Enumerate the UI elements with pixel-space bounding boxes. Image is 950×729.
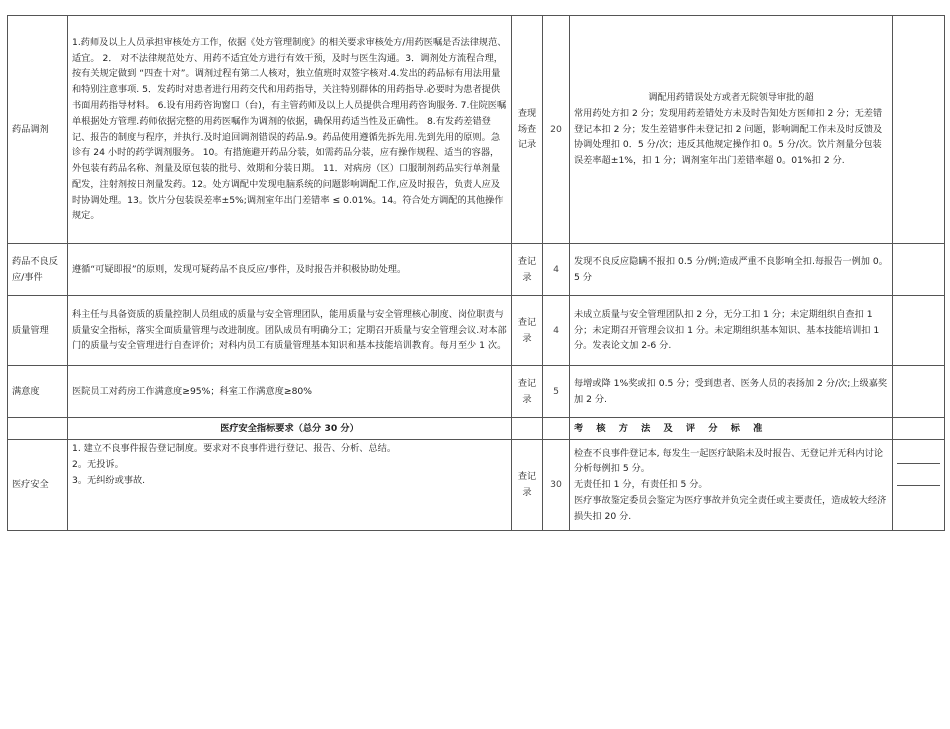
category-cell: 医疗安全 bbox=[8, 440, 68, 531]
criteria-text: 常用药处方扣 2 分；发现用药差错处方未及时告知处方医师扣 2 分；无差错登记本扣 2 分；发生差错事件未登记扣 2 问题，影响调配工作未及时反馈及协调处理扣 0．5 分/次；违反其他规定操作扣 0。5 分/次。饮片剂量分包装误差率超±1%，扣 1 分；调剂室年出门差错率超 0。01%扣 2 分. bbox=[574, 107, 883, 167]
list-item: 无责任扣 1 分，有责任扣 5 分。 bbox=[574, 479, 708, 491]
method-cell: 查记录 bbox=[512, 366, 543, 418]
requirement-cell: 科主任与具备资质的质量控制人员组成的质量与安全管理团队，能用质量与安全管理核心制度、岗位职责与质量安全指标，落实全面质量管理与改进制度。团队成员有明确分工；定期召开质量与安全管理会议.对本部门的质量与安全管理进行自查评价；对科内员工有质量管理基本知识和基本技能培训教育。每月至少 1 次。 bbox=[68, 296, 512, 366]
criteria-cell: 未成立质量与安全管理团队扣 2 分，无分工扣 1 分；未定期组织自查扣 1 分；未定期召开管理会议扣 1 分。未定期组织基本知识、基本技能培训扣 1 分。发表论文加 2-6 分. bbox=[570, 296, 893, 366]
score-cell: 4 bbox=[543, 244, 570, 296]
score-cell: 30 bbox=[543, 440, 570, 531]
category-cell: 药品调剂 bbox=[8, 16, 68, 244]
section-title: 医疗安全指标要求（总分 30 分） bbox=[68, 418, 512, 440]
requirement-cell: 1.药师及以上人员承担审核处方工作，依据《处方管理制度》的相关要求审核处方/用药医嘱是否法律规范、适宜。 2． 对不法律规范处方、用药不适宜处方进行有效干预，及时与医生沟通。3．调剂处方流程合理，按有关规定做到 “四查十对”。调剂过程有第二人核对，独立值班时双签字核对.4.发出的药品标有用法用量和特别注意事项. 5．发药时对患者进行用药交代和用药指导，关注特别群体的用药指导.必要时为患者提供书面用药指导材料。 6.设有用药咨询窗口（台)，有主管药师及以上人员提供合理用药咨询服务. 7.住院医嘱单根据处方管理.药师依据完整的用药医嘱作为调剂的依据，确保用药适当性及正确性。 8.有发药差错登记、报告的制度与程序，并执行.及时追回调剂错误的药品.9。药品使用遵循先拆先用.先到先用的原则。急诊有 24 小时的药学调剂服务。 10。有措施避开药品分装，如需药品分装，应有操作规程、适当的容器，外包装有药品名称、剂量及原包装的批号、效期和分装日期。 11．对病房（区）口服制剂药品实行单剂量配发，注射剂按日剂量发药。12。处方调配中发现电脑系统的问题影响调配工作,应及时报告，负责人应及时协调处理。13。饮片分包装误差率±5%;调剂室年出门差错率 ≤ 0.01%。14。符合处方调配的其他操作规定。 bbox=[68, 16, 512, 244]
notes-cell bbox=[893, 244, 945, 296]
requirement-cell: 医院员工对药房工作满意度≥95%；科室工作满意度≥80% bbox=[68, 366, 512, 418]
criteria-cell bbox=[570, 16, 893, 244]
requirement-cell: 遵循“可疑即报”的原则，发现可疑药品不良反应/事件，及时报告并积极协助处理。 bbox=[68, 244, 512, 296]
method-cell: 查记录 bbox=[512, 440, 543, 531]
category-cell: 药品不良反应/事件 bbox=[8, 244, 68, 296]
table-row bbox=[8, 16, 945, 244]
method-cell: 查记录 bbox=[512, 244, 543, 296]
table-row bbox=[8, 366, 945, 418]
table-row bbox=[8, 296, 945, 366]
score-cell: 20 bbox=[543, 16, 570, 244]
list-item: 1. 建立不良事件报告登记制度。要求对不良事件进行登记、报告、分析、总结。 bbox=[72, 443, 397, 454]
assessment-table bbox=[7, 15, 945, 531]
list-item: 检查不良事件登记本, 每发生一起医疗缺陷未及时报告、无登记并无科内讨论分析每例扣 5 分。 bbox=[574, 447, 884, 475]
requirement-cell bbox=[68, 440, 512, 531]
criteria-cell: 每增或降 1%奖或扣 0.5 分；受到患者、医务人员的表扬加 2 分/次;上级嘉奖加 2 分. bbox=[570, 366, 893, 418]
table-row bbox=[8, 440, 945, 531]
score-cell: 4 bbox=[543, 296, 570, 366]
method-cell: 查现场查记录 bbox=[512, 16, 543, 244]
notes-cell bbox=[893, 16, 945, 244]
list-item: 3。无纠纷或事故. bbox=[72, 474, 146, 486]
notes-cell bbox=[893, 440, 945, 531]
criteria-cell: 发现不良反应隐瞒不报扣 0.5 分/例;造成严重不良影响全扣.每报告一例加 0。5 分 bbox=[570, 244, 893, 296]
criteria-cell bbox=[570, 440, 893, 531]
score-cell: 5 bbox=[543, 366, 570, 418]
section-header-row bbox=[8, 418, 945, 440]
list-item: 医疗事故鉴定委员会鉴定为医疗事故并负完全责任或主要责任，造成较大经济损失扣 20 分. bbox=[574, 494, 887, 522]
notes-cell bbox=[893, 296, 945, 366]
criteria-head: 调配用药错误处方或者无院领导审批的超 bbox=[648, 92, 814, 103]
category-cell: 满意度 bbox=[8, 366, 68, 418]
table-row bbox=[8, 244, 945, 296]
list-item: 2。无投诉。 bbox=[72, 458, 124, 470]
method-cell: 查记录 bbox=[512, 296, 543, 366]
notes-cell bbox=[893, 366, 945, 418]
criteria-title: 考 核 方 法 及 评 分 标 准 bbox=[570, 418, 893, 440]
category-cell: 质量管理 bbox=[8, 296, 68, 366]
